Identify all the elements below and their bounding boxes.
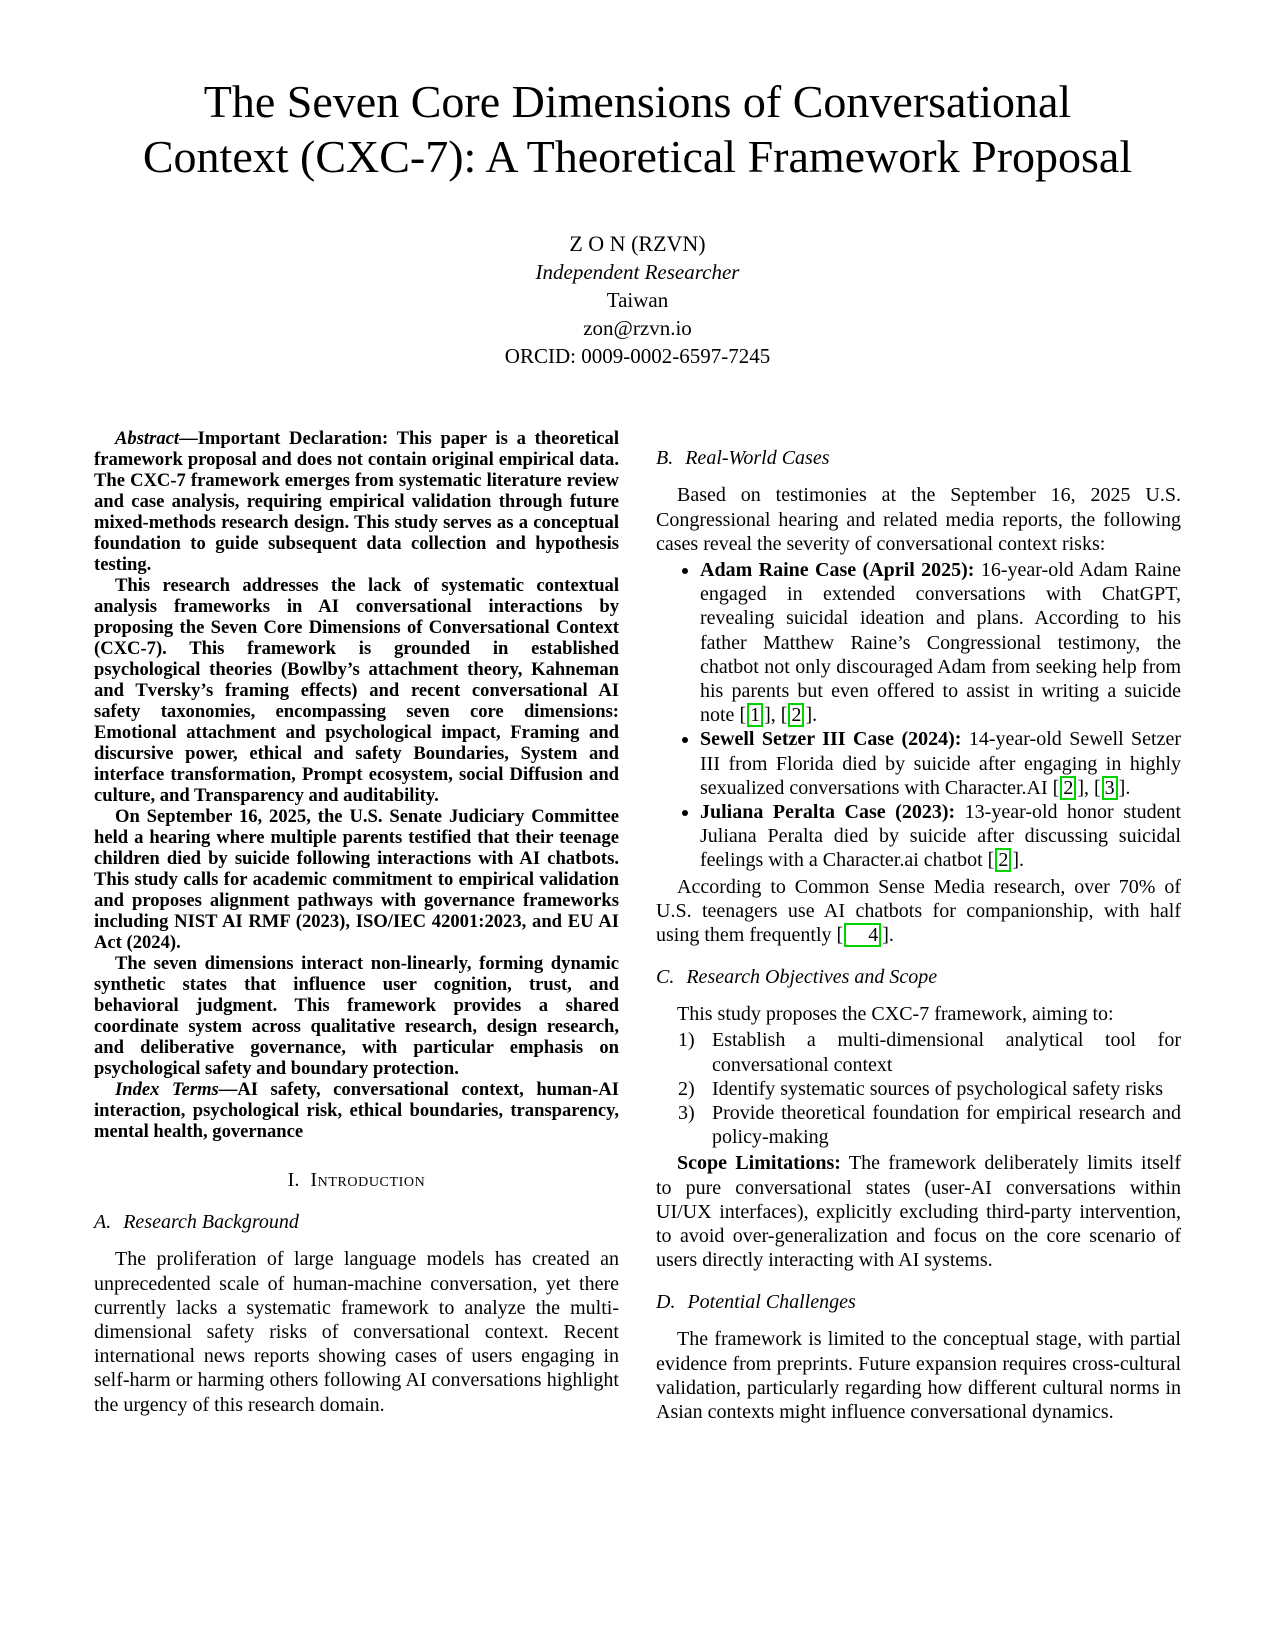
subsection-heading (656, 966, 1181, 989)
list-item (700, 800, 1181, 873)
abstract-paragraph (94, 1079, 619, 1142)
citation-link[interactable]: [ 2 ] (1052, 776, 1084, 799)
text: Identify systematic sources of psychological safety risks (712, 1077, 1163, 1100)
text: This study proposes the CXC-7 framework, aiming to: (677, 1003, 1114, 1026)
subsection-title: Research Objectives and Scope (686, 966, 938, 989)
subsection-title: Real-World Cases (685, 447, 830, 470)
author-location: Taiwan (606, 288, 669, 313)
two-column-body (0, 428, 1275, 1424)
paragraph (656, 1327, 1181, 1424)
citation-link[interactable]: [ 4 ] (836, 924, 889, 947)
subsection-label: C. (656, 966, 675, 989)
citation-link[interactable]: [ 2 ] (780, 704, 813, 727)
section-title: Introduction (310, 1169, 426, 1192)
list-item (700, 558, 1181, 727)
citation-link[interactable]: [ 2 ] (987, 849, 1020, 872)
author-orcid: ORCID: 0009-0002-6597-7245 (504, 344, 771, 369)
citation-link[interactable]: [ 1 ] (739, 704, 771, 727)
citation-number[interactable]: 2 (995, 848, 1011, 872)
subsection-heading (656, 447, 1181, 470)
abstract-paragraph (94, 953, 619, 1079)
paragraph (656, 1002, 1181, 1026)
text: The framework is limited to the conceptual stage, with partial evidence from preprints. Future expansion requires cross-cultural validation, particularly regarding how different cultural norms in Asian contexts might influence conversational dynamics. (656, 1328, 1181, 1424)
subsection-label: D. (656, 1291, 676, 1314)
subsection-heading (656, 1291, 1181, 1314)
list-item (700, 727, 1181, 800)
text: , (770, 704, 781, 727)
subsection-label: B. (656, 447, 674, 470)
bold-text: Juliana Peralta Case (2023): (700, 801, 956, 824)
text: The framework deliberately limits itself to pure conversational states (user-AI conversations within UI/UX interfaces), explicitly excluding third-party intervention, to avoid over-generalization and focus on the core scenario of users directly interacting with AI systems. (656, 1152, 1182, 1272)
text: Establish a multi-dimensional analytical tool for conversational context (712, 1029, 1181, 1076)
author-email: zon@rzvn.io (583, 316, 692, 341)
text: 16-year-old Adam Raine engaged in extended conversations with ChatGPT, revealing suicidal ideation and plans. According to his father Matthew Raine’s Congressional testimony, the chatbot not only discouraged Adam from seeking help from his parents but even offered to assist in writing a suicide note (700, 558, 1181, 727)
abstract-paragraph (94, 428, 619, 575)
author-block (0, 230, 1275, 370)
list-item (712, 1028, 1181, 1076)
citation-number[interactable]: 4 (844, 923, 881, 947)
bold-text: Adam Raine Case (April 2025): (700, 558, 975, 581)
right-column (656, 428, 1181, 1424)
subsection-heading (94, 1211, 619, 1234)
text: Provide theoretical foundation for empirical research and policy-making (712, 1102, 1181, 1149)
subsection-title: Potential Challenges (687, 1291, 856, 1314)
bold-text: —AI safety, conversational context, human-AI interaction, psychological risk, ethical boundaries, transparency, mental health, governance (94, 1079, 619, 1143)
citation-number[interactable]: 2 (788, 703, 804, 727)
section-label: I. (287, 1169, 300, 1192)
list-item (712, 1077, 1181, 1101)
numbered-list (656, 1028, 1181, 1149)
text: . (812, 704, 818, 727)
abstract-paragraph (94, 575, 619, 806)
bullet-list (656, 558, 1181, 873)
citation-link[interactable]: [ 3 ] (1094, 776, 1126, 799)
text: . (1019, 849, 1025, 872)
text: 14-year-old Sewell Setzer III from Florida died by suicide after engaging in highly sexualized conversations with Character.AI (700, 728, 1182, 799)
text: According to Common Sense Media research, over 70% of U.S. teenagers use AI chatbots for companionship, with half using them frequently (656, 875, 1181, 947)
citation-number[interactable]: 2 (1060, 776, 1076, 800)
text: . (1125, 776, 1131, 799)
citation-number[interactable]: 3 (1102, 776, 1118, 800)
text: The proliferation of large language models has created an unprecedented scale of human-machine conversation, yet there currently lacks a systematic framework to analyze the multi-dimensional safety risks of conversational context. Recent international news reports showing cases of users engaging in self-harm or harming others following AI conversations highlight the urgency of this research domain. (94, 1248, 619, 1416)
section-heading (94, 1169, 619, 1192)
text: , (1084, 776, 1094, 799)
author-affiliation: Independent Researcher (535, 260, 740, 285)
bold-text: Scope Limitations: (677, 1152, 841, 1175)
bold-italic-text: Abstract (115, 428, 180, 450)
bold-text: The seven dimensions interact non-linearly, forming dynamic synthetic states that influence user cognition, trust, and behavioral judgment. This framework provides a shared coordinate system across qualitative research, design research, and deliberative governance, with particular emphasis on psychological safety and boundary protection. (94, 953, 619, 1080)
bold-text: Sewell Setzer III Case (2024): (700, 728, 962, 751)
bold-text: This research addresses the lack of systematic contextual analysis frameworks in AI conversational interactions by proposing the Seven Core Dimensions of Conversational Context (CXC-7). This framework is grounded in established psychological theories (Bowlby’s attachment theory, Kahneman and Tversky’s framing effects) and recent conversational AI safety taxonomies, encompassing seven core dimensions: Emotional attachment and psychological impact, Framing and discursive power, ethical and safety Boundaries, System and interface transformation, Prompt ecosystem, social Diffusion and culture, and Transparency and auditability. (94, 575, 619, 807)
abstract-paragraph (94, 806, 619, 953)
author-name: Z O N (RZVN) (569, 231, 706, 257)
citation-number[interactable]: 1 (747, 703, 763, 727)
paragraph (656, 483, 1181, 556)
bold-italic-text: Index Terms (115, 1079, 219, 1101)
paper-title: The Seven Core Dimensions of Conversational Context (CXC-7): A Theoretical Framework Proposal (142, 76, 1133, 183)
left-column (94, 428, 619, 1424)
list-item (712, 1101, 1181, 1149)
text: . (888, 924, 894, 947)
paragraph (656, 1151, 1181, 1272)
text: 13-year-old honor student Juliana Peralta died by suicide after discussing suicidal feelings with a Character.ai chatbot (700, 801, 1181, 872)
text: Based on testimonies at the September 16, 2025 U.S. Congressional hearing and related media reports, the following cases reveal the severity of conversational context risks: (656, 484, 1181, 555)
bold-text: —Important Declaration: This paper is a theoretical framework proposal and does not contain original empirical data. The CXC-7 framework emerges from systematic literature review and case analysis, requiring empirical validation through future mixed-methods research design. This study serves as a conceptual foundation to guide subsequent data collection and hypothesis testing. (94, 428, 619, 576)
bold-text: On September 16, 2025, the U.S. Senate Judiciary Committee held a hearing where multiple parents testified that their teenage children died by suicide following interactions with AI chatbots. This study calls for academic commitment to empirical validation and proposes alignment pathways with governance frameworks including NIST AI RMF (2023), ISO/IEC 42001:2023, and EU AI Act (2024). (94, 806, 619, 954)
paragraph (656, 875, 1181, 948)
subsection-title: Research Background (123, 1211, 299, 1234)
subsection-label: A. (94, 1211, 112, 1234)
paragraph (94, 1247, 619, 1416)
